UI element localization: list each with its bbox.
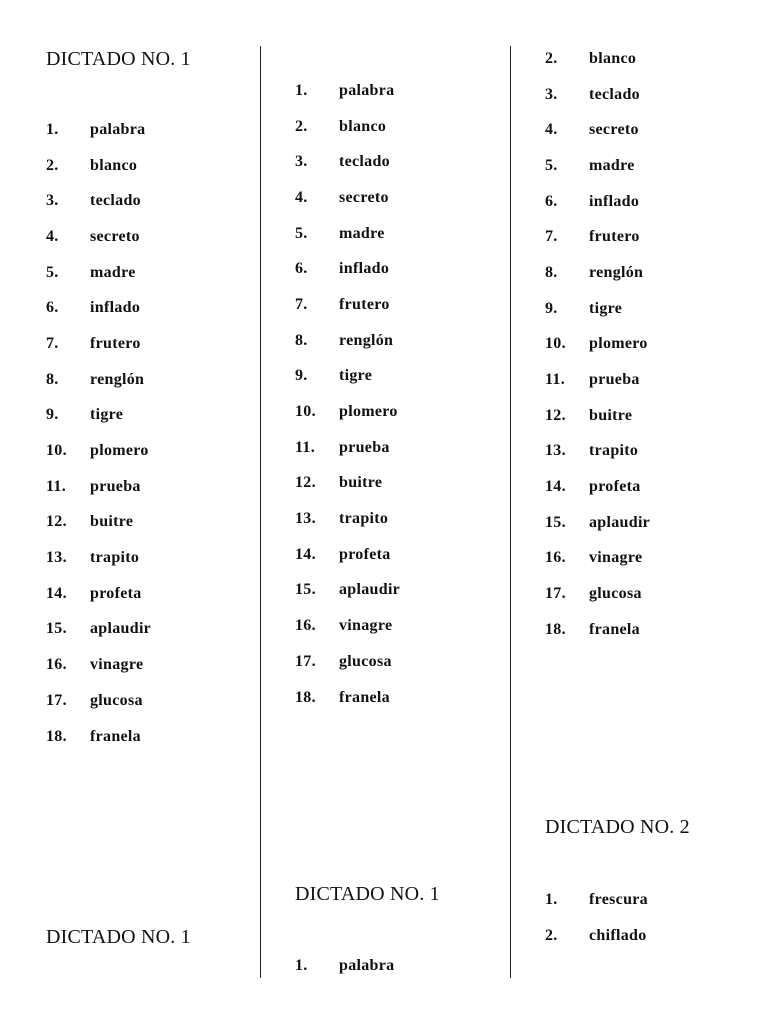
word-number: 18. [46,727,67,745]
word-item [545,77,650,113]
word-number: 12. [46,513,67,531]
word-item [295,109,400,145]
word-item [545,505,650,541]
word-number: 2. [295,117,308,135]
word-number: 1. [295,956,308,974]
word-number: 2. [545,49,558,67]
word-number: 15. [46,620,67,638]
word-number: 14. [545,478,566,496]
dictation-heading: DICTADO NO. 1 [46,926,191,948]
word-number: 7. [545,228,558,246]
word-text: teclado [589,85,640,103]
word-number: 17. [295,652,316,670]
word-text: palabra [339,81,395,99]
column-2 [295,0,535,1024]
word-number: 2. [545,926,558,944]
word-item [295,501,400,537]
word-text: frutero [339,295,390,313]
word-text: trapito [339,510,389,528]
word-text: renglón [90,370,145,388]
word-item [46,148,151,184]
word-item [46,469,151,505]
word-text: frutero [589,228,640,246]
word-number: 1. [295,81,308,99]
word-text: blanco [589,49,637,67]
word-text: frescura [589,890,648,908]
word-text: prueba [589,371,640,389]
dictation-heading: DICTADO NO. 2 [545,816,690,838]
word-item [545,612,650,648]
word-text: inflado [90,299,141,317]
word-text: trapito [589,442,639,460]
word-number: 10. [46,442,67,460]
word-text: tigre [589,299,623,317]
word-item [46,505,151,541]
word-text: vinagre [339,617,393,635]
word-number: 8. [46,370,59,388]
word-text: madre [339,224,385,242]
word-text: teclado [339,153,390,171]
word-item [545,576,650,612]
word-number: 9. [46,406,59,424]
word-item [46,719,151,755]
word-number: 9. [295,367,308,385]
word-text: plomero [90,442,149,460]
word-item [46,612,151,648]
word-number: 16. [295,617,316,635]
word-text: aplaudir [339,581,401,599]
word-text: glucosa [90,691,143,709]
word-item [46,647,151,683]
word-text: vinagre [90,656,144,674]
word-number: 17. [545,585,566,603]
word-item [545,362,650,398]
word-item [46,576,151,612]
word-item [295,287,400,323]
word-text: franela [90,727,141,745]
word-text: prueba [339,438,390,456]
column-3 [545,0,768,1024]
word-item [295,394,400,430]
word-number: 2. [46,156,59,174]
word-number: 5. [545,156,558,174]
word-text: franela [589,620,640,638]
word-number: 13. [46,549,67,567]
word-number: 3. [295,153,308,171]
word-item [545,882,648,918]
word-text: aplaudir [90,620,152,638]
word-item [295,948,394,984]
word-list [545,882,648,953]
word-text: franela [339,688,390,706]
word-text: tigre [90,406,124,424]
word-text: vinagre [589,549,643,567]
word-number: 1. [545,890,558,908]
word-number: 5. [46,263,59,281]
word-item [545,112,650,148]
word-item [545,291,650,327]
word-number: 15. [295,581,316,599]
word-item [295,466,400,502]
word-text: plomero [589,335,648,353]
word-number: 12. [295,474,316,492]
word-text: buitre [90,513,134,531]
word-item [46,362,151,398]
word-text: chiflado [589,926,647,944]
word-number: 15. [545,513,566,531]
word-text: plomero [339,403,398,421]
word-item [545,148,650,184]
word-item [545,184,650,220]
word-text: madre [589,156,635,174]
word-text: renglón [589,263,644,281]
word-item [46,398,151,434]
word-number: 7. [46,334,59,352]
word-text: madre [90,263,136,281]
word-text: palabra [90,120,146,138]
word-number: 14. [46,584,67,602]
word-number: 16. [46,656,67,674]
word-list [46,112,151,754]
column-1 [46,0,286,1024]
word-text: buitre [589,406,633,424]
word-item [46,255,151,291]
word-number: 6. [545,192,558,210]
word-text: renglón [339,331,394,349]
word-text: palabra [339,956,395,974]
word-number: 4. [545,121,558,139]
word-number: 11. [295,438,316,456]
dictation-heading: DICTADO NO. 1 [46,48,191,70]
word-item [545,434,650,470]
word-item [46,326,151,362]
word-text: secreto [589,121,639,139]
word-text: teclado [90,192,141,210]
word-list [295,73,400,715]
word-number: 17. [46,691,67,709]
word-text: blanco [90,156,138,174]
word-text: profeta [90,584,142,602]
word-item [295,73,400,109]
word-item [295,573,400,609]
word-number: 8. [545,263,558,281]
word-item [46,433,151,469]
word-item [295,180,400,216]
word-item [295,680,400,716]
word-number: 4. [46,227,59,245]
word-number: 11. [46,477,67,495]
word-item [295,430,400,466]
word-number: 16. [545,549,566,567]
word-list [545,41,650,648]
word-text: secreto [90,227,140,245]
word-item [295,323,400,359]
word-number: 13. [545,442,566,460]
word-item [545,41,650,77]
word-number: 4. [295,188,308,206]
word-text: glucosa [589,585,642,603]
word-item [545,398,650,434]
word-item [295,251,400,287]
word-text: prueba [90,477,141,495]
word-text: profeta [339,545,391,563]
word-text: blanco [339,117,387,135]
word-text: tigre [339,367,373,385]
word-text: inflado [339,260,390,278]
word-number: 6. [46,299,59,317]
word-number: 18. [545,620,566,638]
word-number: 18. [295,688,316,706]
word-item [545,255,650,291]
word-item [295,144,400,180]
word-item [46,112,151,148]
word-text: frutero [90,334,141,352]
word-number: 12. [545,406,566,424]
word-item [295,608,400,644]
dictation-heading: DICTADO NO. 1 [295,883,440,905]
word-number: 3. [46,192,59,210]
word-number: 11. [545,371,566,389]
word-item [545,219,650,255]
word-item [295,216,400,252]
word-item [46,540,151,576]
word-item [295,359,400,395]
word-number: 10. [545,335,566,353]
word-item [545,327,650,363]
word-text: aplaudir [589,513,651,531]
word-list [295,948,394,984]
word-item [46,183,151,219]
word-item [295,644,400,680]
word-number: 8. [295,331,308,349]
word-number: 5. [295,224,308,242]
word-number: 3. [545,85,558,103]
word-item [46,290,151,326]
word-item [295,537,400,573]
word-item [545,541,650,577]
word-number: 7. [295,295,308,313]
word-number: 9. [545,299,558,317]
word-item [545,469,650,505]
word-number: 13. [295,510,316,528]
word-item [46,683,151,719]
word-text: glucosa [339,652,392,670]
word-item [46,219,151,255]
word-number: 14. [295,545,316,563]
word-number: 10. [295,403,316,421]
word-text: secreto [339,188,389,206]
word-text: profeta [589,478,641,496]
word-text: inflado [589,192,640,210]
word-number: 1. [46,120,59,138]
word-item [545,918,648,954]
word-number: 6. [295,260,308,278]
word-text: buitre [339,474,383,492]
word-text: trapito [90,549,140,567]
